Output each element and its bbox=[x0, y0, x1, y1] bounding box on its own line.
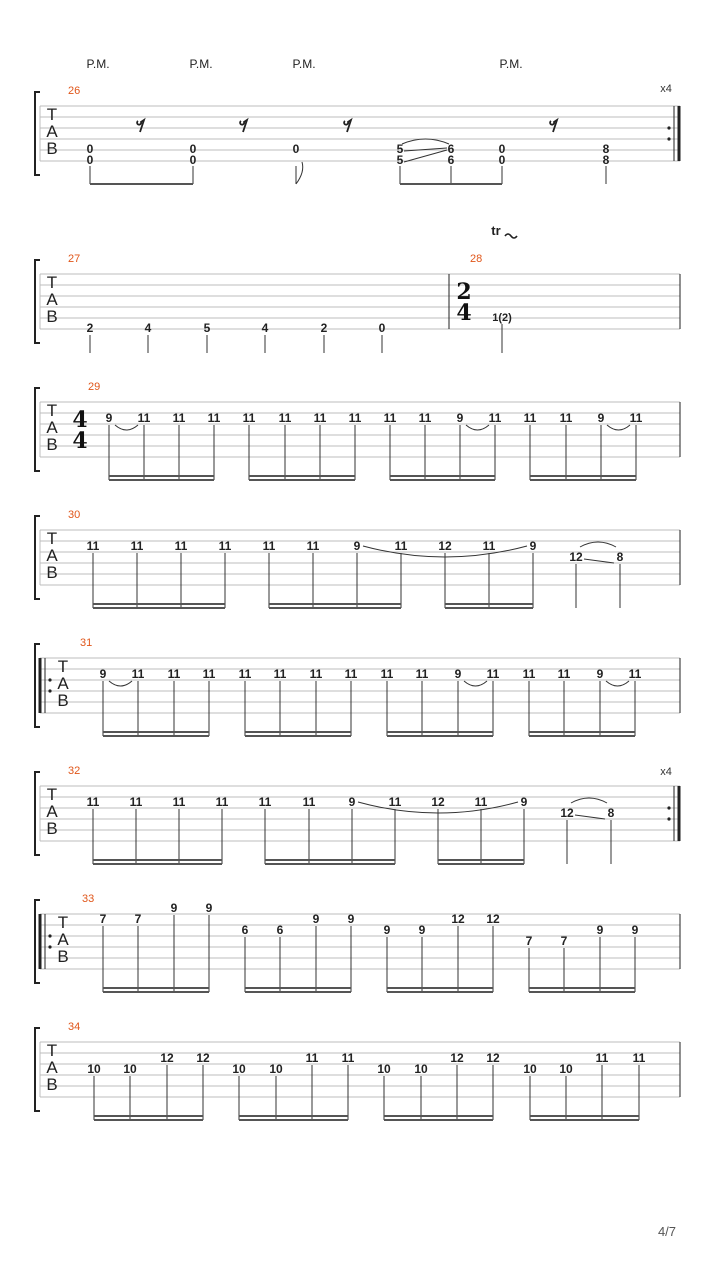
fret-number: 9 bbox=[529, 539, 537, 553]
beam bbox=[90, 183, 193, 185]
fret-number: 11 bbox=[559, 411, 573, 425]
bar-number: 29 bbox=[88, 381, 101, 393]
fret-number: 11 bbox=[595, 1051, 609, 1065]
system-bracket bbox=[35, 388, 40, 471]
fret-number: 11 bbox=[238, 667, 252, 681]
system-bracket bbox=[35, 1028, 40, 1111]
beam bbox=[445, 607, 533, 609]
fret-number: 11 bbox=[306, 539, 320, 553]
fret-number: 0 bbox=[292, 142, 300, 156]
fret-number: 12 bbox=[486, 912, 500, 926]
palm-mute-label: P.M. bbox=[292, 57, 316, 71]
fret-number: 6 bbox=[447, 153, 455, 167]
note-flag bbox=[296, 162, 303, 184]
fret-number: 7 bbox=[560, 934, 568, 948]
beam bbox=[438, 863, 524, 865]
bar-number: 28 bbox=[470, 253, 483, 265]
tab-clef-t: T bbox=[46, 529, 58, 548]
beam bbox=[269, 603, 401, 605]
tab-clef-t: T bbox=[46, 401, 58, 420]
beam bbox=[387, 735, 493, 737]
beam bbox=[530, 479, 636, 481]
fret-number: 0 bbox=[498, 142, 506, 156]
tie-slur bbox=[402, 139, 449, 144]
fret-number: 11 bbox=[344, 667, 358, 681]
fret-number: 11 bbox=[207, 411, 221, 425]
tab-clef-a: A bbox=[57, 674, 69, 693]
tie-slur bbox=[580, 542, 616, 547]
beam bbox=[103, 991, 209, 993]
fret-number: 9 bbox=[312, 912, 320, 926]
beam bbox=[384, 1119, 493, 1121]
fret-number: 12 bbox=[431, 795, 445, 809]
fret-number: 9 bbox=[105, 411, 113, 425]
fret-number: 9 bbox=[205, 901, 213, 915]
fret-number: 4 bbox=[261, 321, 269, 335]
fret-number: 9 bbox=[596, 923, 604, 937]
fret-number: 5 bbox=[396, 153, 404, 167]
beam bbox=[103, 731, 209, 733]
fret-number: 11 bbox=[273, 667, 287, 681]
repeat-dot bbox=[48, 678, 51, 681]
system-34 bbox=[35, 1021, 680, 1121]
beam bbox=[529, 731, 635, 733]
time-signature-top: 2 bbox=[456, 279, 472, 305]
beam bbox=[529, 987, 635, 989]
time-signature-bottom: 4 bbox=[456, 300, 472, 326]
fret-number: 8 bbox=[602, 153, 610, 167]
tab-clef-b: B bbox=[46, 1075, 58, 1094]
page-number: 4/7 bbox=[657, 1224, 677, 1239]
trill-mark: tr bbox=[491, 223, 501, 238]
system-32 bbox=[35, 765, 680, 865]
beam bbox=[387, 991, 493, 993]
bar-number: 30 bbox=[68, 509, 81, 521]
fret-number: 12 bbox=[560, 806, 574, 820]
tie-slur bbox=[607, 425, 630, 430]
beam bbox=[384, 1115, 493, 1117]
tab-clef-t: T bbox=[46, 785, 58, 804]
beam bbox=[109, 479, 214, 481]
fret-number: 11 bbox=[86, 539, 100, 553]
fret-number: 12 bbox=[486, 1051, 500, 1065]
fret-number: 11 bbox=[167, 667, 181, 681]
time-signature-top: 4 bbox=[72, 407, 88, 433]
fret-number: 9 bbox=[520, 795, 528, 809]
fret-number: 0 bbox=[86, 142, 94, 156]
fret-number: 1(2) bbox=[492, 312, 512, 324]
beam bbox=[103, 735, 209, 737]
beam bbox=[93, 603, 225, 605]
fret-number: 9 bbox=[631, 923, 639, 937]
fret-number: 11 bbox=[523, 411, 537, 425]
beam bbox=[265, 859, 395, 861]
tab-clef-t: T bbox=[57, 913, 69, 932]
fret-number: 9 bbox=[348, 795, 356, 809]
fret-number: 11 bbox=[629, 411, 643, 425]
beam bbox=[103, 987, 209, 989]
fret-number: 6 bbox=[276, 923, 284, 937]
fret-number: 5 bbox=[396, 142, 404, 156]
fret-number: 6 bbox=[447, 142, 455, 156]
beam bbox=[445, 603, 533, 605]
system-30 bbox=[35, 509, 680, 609]
bar-number: 32 bbox=[68, 765, 81, 777]
beam bbox=[94, 1119, 203, 1121]
fret-number: 11 bbox=[628, 667, 642, 681]
fret-number: 11 bbox=[522, 667, 536, 681]
fret-number: 0 bbox=[86, 153, 94, 167]
fret-number: 11 bbox=[341, 1051, 355, 1065]
fret-number: 9 bbox=[418, 923, 426, 937]
beam bbox=[245, 987, 351, 989]
time-signature-bottom: 4 bbox=[72, 428, 88, 454]
system-bracket bbox=[35, 92, 40, 175]
fret-number: 10 bbox=[269, 1062, 283, 1076]
fret-number: 11 bbox=[174, 539, 188, 553]
fret-number: 11 bbox=[418, 411, 432, 425]
beam bbox=[438, 859, 524, 861]
beam bbox=[109, 475, 214, 477]
beam bbox=[390, 479, 495, 481]
fret-number: 11 bbox=[302, 795, 316, 809]
fret-number: 11 bbox=[86, 795, 100, 809]
fret-number: 7 bbox=[525, 934, 533, 948]
palm-mute-label: P.M. bbox=[189, 57, 213, 71]
fret-number: 4 bbox=[144, 321, 152, 335]
tab-clef-b: B bbox=[46, 563, 58, 582]
fret-number: 2 bbox=[86, 321, 94, 335]
beam bbox=[387, 987, 493, 989]
beam bbox=[245, 731, 351, 733]
bar-number: 27 bbox=[68, 253, 81, 265]
beam bbox=[249, 475, 355, 477]
fret-number: 0 bbox=[498, 153, 506, 167]
fret-number: 11 bbox=[488, 411, 502, 425]
fret-number: 9 bbox=[99, 667, 107, 681]
beam bbox=[400, 183, 502, 185]
bar-number: 26 bbox=[68, 85, 81, 97]
fret-number: 8 bbox=[607, 806, 615, 820]
system-27 bbox=[35, 223, 680, 353]
fret-number: 8 bbox=[602, 142, 610, 156]
tie-slur bbox=[109, 681, 132, 686]
fret-number: 6 bbox=[241, 923, 249, 937]
tab-clef-b: B bbox=[46, 139, 58, 158]
fret-number: 11 bbox=[380, 667, 394, 681]
beam bbox=[93, 607, 225, 609]
fret-number: 0 bbox=[378, 321, 386, 335]
tab-clef-b: B bbox=[46, 819, 58, 838]
fret-number: 11 bbox=[130, 539, 144, 553]
fret-number: 11 bbox=[172, 411, 186, 425]
system-31 bbox=[35, 637, 680, 737]
fret-number: 0 bbox=[189, 142, 197, 156]
fret-number: 7 bbox=[134, 912, 142, 926]
fret-number: 11 bbox=[305, 1051, 319, 1065]
tab-clef-t: T bbox=[46, 273, 58, 292]
repeat-dot bbox=[667, 806, 670, 809]
tab-clef-a: A bbox=[46, 1058, 58, 1077]
tab-clef-t: T bbox=[46, 105, 58, 124]
system-bracket bbox=[35, 772, 40, 855]
beam bbox=[93, 859, 222, 861]
fret-number: 11 bbox=[172, 795, 186, 809]
fret-number: 11 bbox=[131, 667, 145, 681]
beam bbox=[249, 479, 355, 481]
bar-number: 31 bbox=[80, 637, 93, 649]
repeat-dot bbox=[667, 137, 670, 140]
tab-clef-a: A bbox=[46, 546, 58, 565]
beam bbox=[529, 735, 635, 737]
tab-clef-a: A bbox=[46, 290, 58, 309]
fret-number: 7 bbox=[99, 912, 107, 926]
system-bracket bbox=[35, 516, 40, 599]
tie-slur bbox=[115, 425, 138, 430]
fret-number: 9 bbox=[383, 923, 391, 937]
repeat-count: x4 bbox=[660, 766, 672, 778]
fret-number: 10 bbox=[87, 1062, 101, 1076]
fret-number: 11 bbox=[486, 667, 500, 681]
fret-number: 10 bbox=[377, 1062, 391, 1076]
tab-clef-a: A bbox=[57, 930, 69, 949]
trill-wave bbox=[505, 234, 517, 238]
system-29 bbox=[35, 381, 680, 481]
beam bbox=[390, 475, 495, 477]
eighth-rest bbox=[137, 120, 144, 132]
beam bbox=[530, 475, 636, 477]
fret-number: 11 bbox=[415, 667, 429, 681]
fret-number: 11 bbox=[262, 539, 276, 553]
fret-number: 11 bbox=[557, 667, 571, 681]
palm-mute-label: P.M. bbox=[86, 57, 110, 71]
slide-line bbox=[584, 559, 614, 563]
fret-number: 9 bbox=[596, 667, 604, 681]
palm-mute-label: P.M. bbox=[499, 57, 523, 71]
fret-number: 11 bbox=[258, 795, 272, 809]
fret-number: 11 bbox=[218, 539, 232, 553]
tab-clef-a: A bbox=[46, 802, 58, 821]
tie-slur bbox=[606, 681, 629, 686]
tie-slur bbox=[464, 681, 487, 686]
fret-number: 9 bbox=[456, 411, 464, 425]
fret-number: 11 bbox=[313, 411, 327, 425]
system-bracket bbox=[35, 260, 40, 343]
repeat-dot bbox=[48, 934, 51, 937]
fret-number: 10 bbox=[123, 1062, 137, 1076]
fret-number: 9 bbox=[353, 539, 361, 553]
repeat-dot bbox=[667, 817, 670, 820]
eighth-rest bbox=[240, 120, 247, 132]
repeat-dot bbox=[48, 945, 51, 948]
fret-number: 12 bbox=[451, 912, 465, 926]
beam bbox=[94, 1115, 203, 1117]
beam bbox=[239, 1119, 348, 1121]
fret-number: 11 bbox=[388, 795, 402, 809]
beam bbox=[269, 607, 401, 609]
fret-number: 11 bbox=[632, 1051, 646, 1065]
tie-slur bbox=[571, 798, 607, 803]
fret-number: 10 bbox=[232, 1062, 246, 1076]
slide-line bbox=[404, 150, 447, 162]
fret-number: 11 bbox=[278, 411, 292, 425]
fret-number: 12 bbox=[438, 539, 452, 553]
fret-number: 9 bbox=[454, 667, 462, 681]
fret-number: 11 bbox=[348, 411, 362, 425]
fret-number: 9 bbox=[347, 912, 355, 926]
beam bbox=[239, 1115, 348, 1117]
bar-number: 34 bbox=[68, 1021, 81, 1033]
tab-clef-a: A bbox=[46, 122, 58, 141]
system-33 bbox=[35, 893, 680, 993]
beam bbox=[530, 1115, 639, 1117]
repeat-dot bbox=[48, 689, 51, 692]
fret-number: 12 bbox=[196, 1051, 210, 1065]
fret-number: 11 bbox=[129, 795, 143, 809]
fret-number: 5 bbox=[203, 321, 211, 335]
tab-clef-b: B bbox=[46, 307, 58, 326]
beam bbox=[529, 991, 635, 993]
eighth-rest bbox=[344, 120, 351, 132]
fret-number: 2 bbox=[320, 321, 328, 335]
fret-number: 8 bbox=[616, 550, 624, 564]
beam bbox=[245, 991, 351, 993]
beam bbox=[530, 1119, 639, 1121]
fret-number: 10 bbox=[523, 1062, 537, 1076]
fret-number: 12 bbox=[450, 1051, 464, 1065]
fret-number: 10 bbox=[559, 1062, 573, 1076]
repeat-dot bbox=[667, 126, 670, 129]
fret-number: 11 bbox=[482, 539, 496, 553]
fret-number: 11 bbox=[202, 667, 216, 681]
fret-number: 11 bbox=[394, 539, 408, 553]
eighth-rest bbox=[550, 120, 557, 132]
fret-number: 11 bbox=[215, 795, 229, 809]
fret-number: 0 bbox=[189, 153, 197, 167]
tab-clef-t: T bbox=[46, 1041, 58, 1060]
fret-number: 12 bbox=[569, 550, 583, 564]
fret-number: 11 bbox=[383, 411, 397, 425]
beam bbox=[265, 863, 395, 865]
fret-number: 11 bbox=[242, 411, 256, 425]
tab-clef-b: B bbox=[57, 691, 69, 710]
beam bbox=[387, 731, 493, 733]
tab-clef-b: B bbox=[57, 947, 69, 966]
fret-number: 11 bbox=[474, 795, 488, 809]
tie-slur bbox=[466, 425, 489, 430]
slide-line bbox=[575, 815, 605, 819]
bar-number: 33 bbox=[82, 893, 95, 905]
tab-clef-t: T bbox=[57, 657, 69, 676]
fret-number: 11 bbox=[137, 411, 151, 425]
beam bbox=[93, 863, 222, 865]
fret-number: 11 bbox=[309, 667, 323, 681]
fret-number: 9 bbox=[597, 411, 605, 425]
repeat-count: x4 bbox=[660, 83, 672, 95]
tab-clef-a: A bbox=[46, 418, 58, 437]
tab-clef-b: B bbox=[46, 435, 58, 454]
fret-number: 12 bbox=[160, 1051, 174, 1065]
fret-number: 9 bbox=[170, 901, 178, 915]
fret-number: 10 bbox=[414, 1062, 428, 1076]
beam bbox=[245, 735, 351, 737]
system-26 bbox=[35, 57, 680, 185]
